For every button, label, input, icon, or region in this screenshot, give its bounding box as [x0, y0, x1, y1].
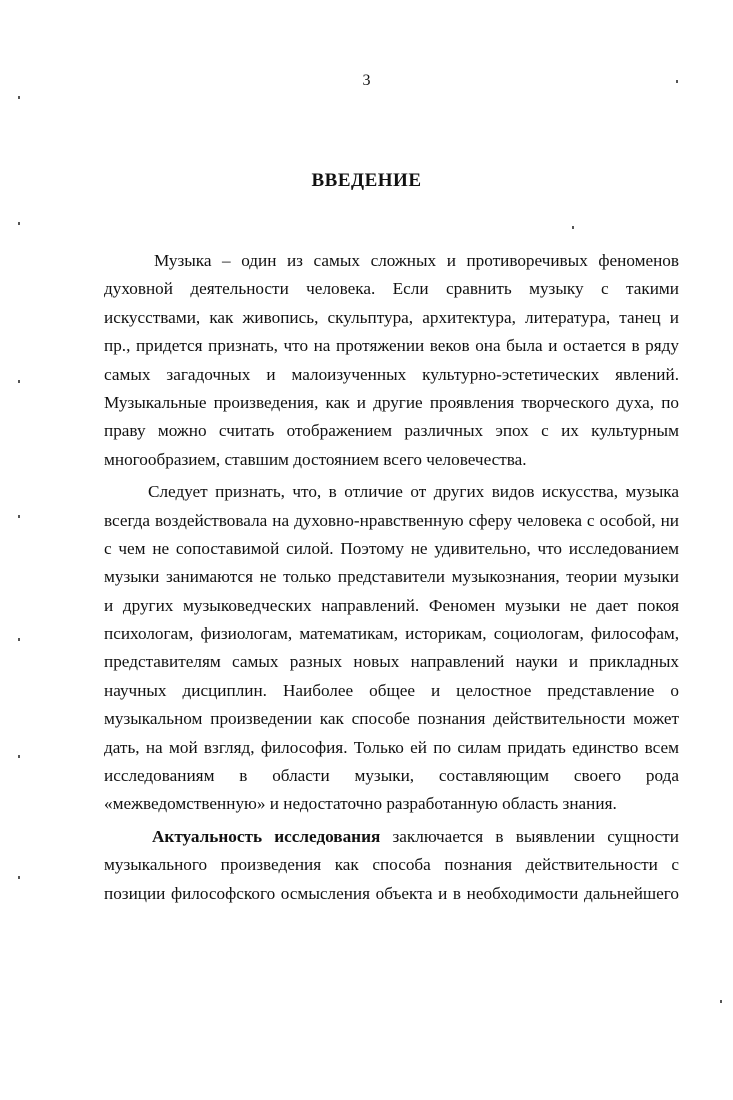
paragraph-3	[104, 823, 679, 908]
scan-speck	[18, 876, 20, 879]
text-line: многообразием, ставшим достоянием всего человечества.	[104, 449, 527, 469]
text-line: искусствами, как живопись, скульптура, архитектура, литература, танец и	[104, 307, 679, 327]
text-line: с чем не сопоставимой силой. Поэтому не удивительно, что исследованием	[104, 538, 679, 558]
text-fragment: заключается в выявлении сущности	[380, 826, 679, 846]
text-line: научных дисциплин. Наиболее общее и целостное представление о	[104, 680, 679, 700]
paragraph-1	[104, 247, 679, 474]
section-lead: Актуальность исследования	[152, 826, 381, 846]
body-text	[104, 247, 679, 908]
text-line: Музыка – один из самых сложных и противоречивых феноменов	[154, 251, 679, 270]
text-line: всегда воздействовала на духовно-нравственную сферу человека с особой, ни	[104, 510, 679, 530]
scan-speck	[720, 1000, 722, 1003]
page-number: 3	[362, 72, 371, 89]
text-line: самых загадочных и малоизученных культурно-эстетических явлений.	[104, 364, 679, 384]
scan-speck	[18, 755, 20, 758]
paragraph-2	[104, 478, 679, 819]
scan-speck	[676, 80, 678, 83]
text-line: позиции философского осмысления объекта и в необходимости дальнейшего	[104, 883, 679, 903]
scan-speck	[18, 515, 20, 518]
text-line: представителям самых разных новых направлений науки и прикладных	[104, 652, 679, 672]
text-line: и других музыковедческих направлений. Феномен музыки не дает покоя	[104, 595, 679, 615]
text-line: пр., придется признать, что на протяжении веков она была и остается в ряду	[104, 336, 679, 356]
text-line: праву можно считать отображением различных эпох с их культурным	[104, 421, 679, 441]
text-line: психологам, физиологам, математикам, историкам, социологам, философам,	[104, 624, 679, 644]
text-line	[104, 823, 679, 851]
scan-speck	[18, 96, 20, 99]
scan-speck	[18, 380, 20, 383]
scan-speck	[18, 638, 20, 641]
text-line: Следует признать, что, в отличие от других видов искусства, музыка	[148, 482, 679, 502]
page-title: ВВЕДЕНИЕ	[311, 170, 422, 191]
text-line: музыкальном произведении как способе познания действительности может	[104, 709, 679, 729]
scan-speck	[572, 226, 574, 229]
scan-speck	[18, 222, 20, 225]
text-line: исследованиям в области музыки, составляющим своего рода	[104, 766, 679, 786]
text-line: музыки занимаются не только представители музыкознания, теории музыки	[104, 567, 679, 587]
text-line: «межведомственную» и недостаточно разработанную область знания.	[104, 794, 617, 814]
text-line: дать, на мой взгляд, философия. Только ей по силам придать единство всем	[104, 737, 679, 757]
text-line: музыкального произведения как способа познания действительности с	[104, 855, 679, 875]
text-line: Музыкальные произведения, как и другие проявления творческого духа, по	[104, 392, 679, 412]
text-line: духовной деятельности человека. Если сравнить музыку с такими	[104, 279, 679, 299]
